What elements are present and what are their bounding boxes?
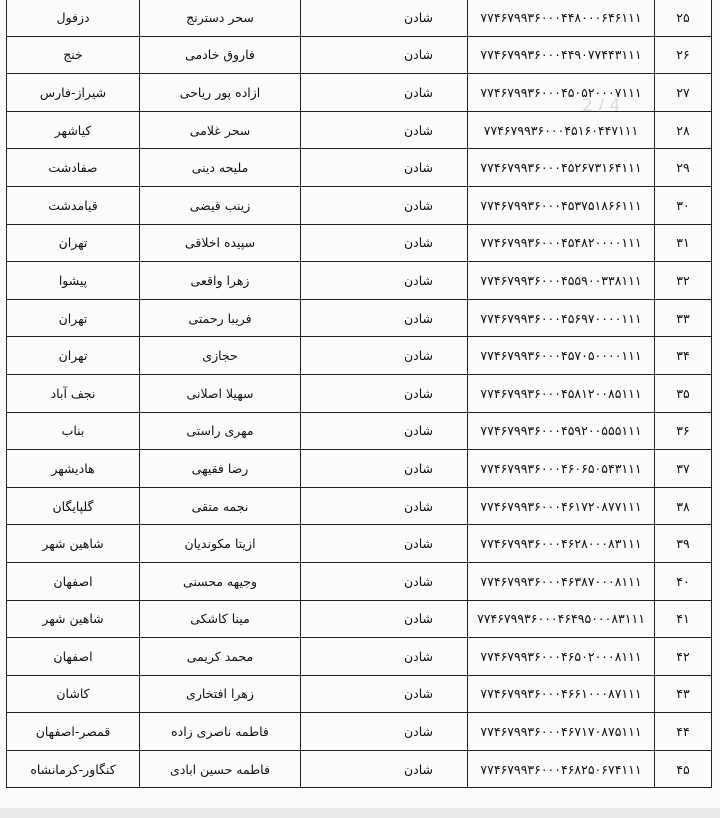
table-row xyxy=(7,149,712,187)
row-type: شادن xyxy=(301,111,468,149)
row-city: دزفول xyxy=(7,0,140,36)
row-number: ۳۶ xyxy=(655,412,712,450)
row-city: اصفهان xyxy=(7,638,140,676)
row-name: زهرا افتخاری xyxy=(140,675,301,713)
row-type: شادن xyxy=(301,299,468,337)
row-type: شادن xyxy=(301,450,468,488)
row-number: ۲۷ xyxy=(655,74,712,112)
row-number: ۴۵ xyxy=(655,750,712,788)
table-row xyxy=(7,337,712,375)
row-id-code: ۷۷۴۶۷۹۹۳۶۰۰۰۴۶۷۱۷۰۸۷۵۱۱۱ xyxy=(468,713,655,751)
table-row xyxy=(7,487,712,525)
row-number: ۲۵ xyxy=(655,0,712,36)
table-body xyxy=(7,0,712,788)
table-row xyxy=(7,750,712,788)
row-id-code: ۷۷۴۶۷۹۹۳۶۰۰۰۴۴۹۰۷۷۴۴۳۱۱۱ xyxy=(468,36,655,74)
row-type: شادن xyxy=(301,750,468,788)
row-city: قیامدشت xyxy=(7,186,140,224)
row-name: ازاده پور ریاحی xyxy=(140,74,301,112)
table-row xyxy=(7,638,712,676)
row-id-code: ۷۷۴۶۷۹۹۳۶۰۰۰۴۶۴۹۵۰۰۰۸۳۱۱۱ xyxy=(468,600,655,638)
row-id-code: ۷۷۴۶۷۹۹۳۶۰۰۰۴۶۰۶۵۰۵۴۳۱۱۱ xyxy=(468,450,655,488)
row-type: شادن xyxy=(301,562,468,600)
row-type: شادن xyxy=(301,186,468,224)
row-number: ۳۱ xyxy=(655,224,712,262)
row-name: سهیلا اصلانی xyxy=(140,374,301,412)
table-row xyxy=(7,36,712,74)
row-name: فاروق خادمی xyxy=(140,36,301,74)
row-name: فاطمه ناصری زاده xyxy=(140,713,301,751)
row-city: شیراز-فارس xyxy=(7,74,140,112)
row-type: شادن xyxy=(301,149,468,187)
row-name: سحر دسترنج xyxy=(140,0,301,36)
row-number: ۳۷ xyxy=(655,450,712,488)
row-name: مینا کاشکی xyxy=(140,600,301,638)
row-type: شادن xyxy=(301,337,468,375)
table-row xyxy=(7,525,712,563)
row-number: ۲۹ xyxy=(655,149,712,187)
row-number: ۳۳ xyxy=(655,299,712,337)
row-id-code: ۷۷۴۶۷۹۹۳۶۰۰۰۴۵۵۹۰۰۳۳۸۱۱۱ xyxy=(468,262,655,300)
row-id-code: ۷۷۴۶۷۹۹۳۶۰۰۰۴۵۱۶۰۴۴۷۱۱۱ xyxy=(468,111,655,149)
row-type: شادن xyxy=(301,713,468,751)
row-id-code: ۷۷۴۶۷۹۹۳۶۰۰۰۴۶۸۲۵۰۶۷۴۱۱۱ xyxy=(468,750,655,788)
row-number: ۳۲ xyxy=(655,262,712,300)
row-number: ۴۳ xyxy=(655,675,712,713)
row-name: مهری راستی xyxy=(140,412,301,450)
row-name: ملیحه دینی xyxy=(140,149,301,187)
row-name: محمد کریمی xyxy=(140,638,301,676)
table-row xyxy=(7,374,712,412)
row-number: ۳۵ xyxy=(655,374,712,412)
row-type: شادن xyxy=(301,262,468,300)
row-id-code: ۷۷۴۶۷۹۹۳۶۰۰۰۴۴۸۰۰۰۶۴۶۱۱۱ xyxy=(468,0,655,36)
row-type: شادن xyxy=(301,600,468,638)
row-city: خنج xyxy=(7,36,140,74)
row-id-code: ۷۷۴۶۷۹۹۳۶۰۰۰۴۵۸۱۲۰۰۸۵۱۱۱ xyxy=(468,374,655,412)
row-type: شادن xyxy=(301,374,468,412)
table-row xyxy=(7,111,712,149)
page-indicator: 2 / 4 xyxy=(582,96,621,116)
row-type: شادن xyxy=(301,36,468,74)
row-id-code: ۷۷۴۶۷۹۹۳۶۰۰۰۴۶۱۷۲۰۸۷۷۱۱۱ xyxy=(468,487,655,525)
row-id-code: ۷۷۴۶۷۹۹۳۶۰۰۰۴۵۲۶۷۳۱۶۴۱۱۱ xyxy=(468,149,655,187)
row-name: زهرا واقعی xyxy=(140,262,301,300)
row-city: شاهین شهر xyxy=(7,525,140,563)
row-number: ۴۰ xyxy=(655,562,712,600)
row-number: ۲۸ xyxy=(655,111,712,149)
row-city: بناب xyxy=(7,412,140,450)
row-city: گلپایگان xyxy=(7,487,140,525)
row-number: ۳۹ xyxy=(655,525,712,563)
row-city: تهران xyxy=(7,224,140,262)
row-city: پیشوا xyxy=(7,262,140,300)
row-type: شادن xyxy=(301,412,468,450)
row-number: ۳۰ xyxy=(655,186,712,224)
row-name: زینب فیضی xyxy=(140,186,301,224)
row-city: کنگاور-کرمانشاه xyxy=(7,750,140,788)
row-id-code: ۷۷۴۶۷۹۹۳۶۰۰۰۴۶۲۸۰۰۰۸۳۱۱۱ xyxy=(468,525,655,563)
row-city: تهران xyxy=(7,299,140,337)
table-row xyxy=(7,675,712,713)
row-id-code: ۷۷۴۶۷۹۹۳۶۰۰۰۴۵۷۰۵۰۰۰۰۱۱۱ xyxy=(468,337,655,375)
table-row xyxy=(7,186,712,224)
row-city: کیاشهر xyxy=(7,111,140,149)
table-row xyxy=(7,224,712,262)
row-type: شادن xyxy=(301,487,468,525)
row-id-code: ۷۷۴۶۷۹۹۳۶۰۰۰۴۶۵۰۲۰۰۰۸۱۱۱ xyxy=(468,638,655,676)
row-city: شاهین شهر xyxy=(7,600,140,638)
row-id-code: ۷۷۴۶۷۹۹۳۶۰۰۰۴۵۹۲۰۰۵۵۵۱۱۱ xyxy=(468,412,655,450)
table-row xyxy=(7,0,712,36)
row-name: حجازی xyxy=(140,337,301,375)
row-city: کاشان xyxy=(7,675,140,713)
table-row xyxy=(7,562,712,600)
row-city: قمصر-اصفهان xyxy=(7,713,140,751)
row-type: شادن xyxy=(301,74,468,112)
row-number: ۲۶ xyxy=(655,36,712,74)
row-number: ۴۱ xyxy=(655,600,712,638)
row-name: وجیهه محسنی xyxy=(140,562,301,600)
row-id-code: ۷۷۴۶۷۹۹۳۶۰۰۰۴۵۶۹۷۰۰۰۰۱۱۱ xyxy=(468,299,655,337)
row-number: ۴۴ xyxy=(655,713,712,751)
row-name: سحر غلامی xyxy=(140,111,301,149)
row-name: رضا فقیهی xyxy=(140,450,301,488)
table-row xyxy=(7,600,712,638)
table-row xyxy=(7,713,712,751)
table-row xyxy=(7,299,712,337)
row-type: شادن xyxy=(301,0,468,36)
table-row xyxy=(7,412,712,450)
row-name: فاطمه حسین ابادی xyxy=(140,750,301,788)
row-city: نجف آباد xyxy=(7,374,140,412)
row-city: هادیشهر xyxy=(7,450,140,488)
row-city: صفادشت xyxy=(7,149,140,187)
table-row xyxy=(7,450,712,488)
row-city: تهران xyxy=(7,337,140,375)
row-id-code: ۷۷۴۶۷۹۹۳۶۰۰۰۴۵۴۸۲۰۰۰۰۱۱۱ xyxy=(468,224,655,262)
table-row xyxy=(7,262,712,300)
row-name: نجمه متقی xyxy=(140,487,301,525)
row-type: شادن xyxy=(301,675,468,713)
row-name: فریبا رحمتی xyxy=(140,299,301,337)
row-city: اصفهان xyxy=(7,562,140,600)
row-id-code: ۷۷۴۶۷۹۹۳۶۰۰۰۴۶۶۱۰۰۰۸۷۱۱۱ xyxy=(468,675,655,713)
row-name: ازیتا مکوندیان xyxy=(140,525,301,563)
row-id-code: ۷۷۴۶۷۹۹۳۶۰۰۰۴۵۰۵۲۰۰۰۷۱۱۱ xyxy=(468,74,655,112)
row-type: شادن xyxy=(301,525,468,563)
row-name: سپیده اخلاقی xyxy=(140,224,301,262)
row-type: شادن xyxy=(301,224,468,262)
row-number: ۳۴ xyxy=(655,337,712,375)
row-id-code: ۷۷۴۶۷۹۹۳۶۰۰۰۴۵۳۷۵۱۸۶۶۱۱۱ xyxy=(468,186,655,224)
row-number: ۴۲ xyxy=(655,638,712,676)
row-id-code: ۷۷۴۶۷۹۹۳۶۰۰۰۴۶۳۸۷۰۰۰۸۱۱۱ xyxy=(468,562,655,600)
records-table xyxy=(6,0,712,788)
row-number: ۳۸ xyxy=(655,487,712,525)
page-bottom-edge xyxy=(0,808,720,818)
row-type: شادن xyxy=(301,638,468,676)
